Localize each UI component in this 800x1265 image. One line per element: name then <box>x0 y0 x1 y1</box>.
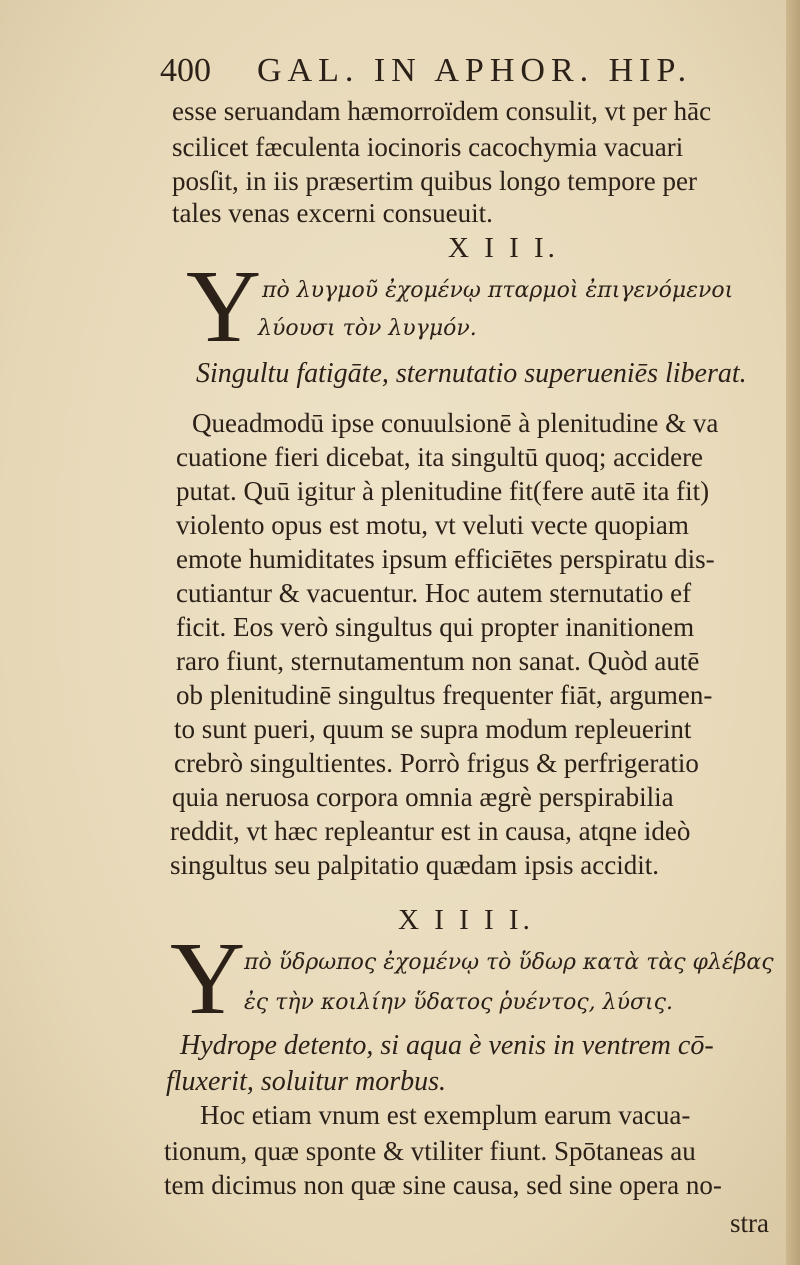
greek-aphorism-line: πὸ ὕδρωπος ἐχομένῳ τὸ ὕδωρ κατὰ τὰς φλέβας <box>244 950 774 975</box>
text-line: raro fiunt, sternutamentum non sanat. Quòd autē <box>176 646 700 676</box>
section-numeral: X I I I I. <box>398 904 534 936</box>
drop-capital: Y <box>170 921 246 1036</box>
text-line: cutiantur & vacuentur. Hoc autem sternutatio ef <box>176 578 692 608</box>
latin-aphorism-line: fluxerit, soluitur morbus. <box>166 1066 447 1097</box>
text-line: Queadmodū ipse conuulsionē à plenitudine & va <box>192 408 719 438</box>
text-line: tionum, quæ sponte & vtiliter fiunt. Spōtaneas au <box>164 1136 696 1166</box>
greek-aphorism-line: λύουσι τὸν λυγμόν. <box>258 316 477 341</box>
text-line: tem dicimus non quæ sine causa, sed sine opera no- <box>164 1170 722 1200</box>
text-line: violento opus est motu, vt veluti vecte quopiam <box>176 510 689 540</box>
latin-aphorism-line: Hydrope detento, si aqua è venis in ventrem cō- <box>180 1030 714 1061</box>
text-line: posſit, in iis præsertim quibus longo tempore per <box>172 166 697 196</box>
drop-capital: Y <box>186 249 262 364</box>
text-line: cuatione fieri dicebat, ita singultū quoq; accidere <box>176 442 704 472</box>
section-numeral: X I I I. <box>448 232 559 264</box>
text-line: esse seruandam hæmorroïdem consulit, vt per hāc <box>172 96 712 126</box>
catchword: stra <box>730 1208 769 1238</box>
text-line: ob plenitudinē singultus frequenter fiāt, argumen- <box>176 680 713 710</box>
text-line: singultus seu palpitatio quædam ipsis accidit. <box>170 850 659 880</box>
page-edge <box>786 0 800 1265</box>
text-line: crebrò singultientes. Porrò frigus & perfrigeratio <box>174 748 699 778</box>
text-line: tales venas excerni consueuit. <box>172 198 493 228</box>
text-line: to sunt pueri, quum se supra modum repleuerint <box>174 714 692 744</box>
text-line: ficit. Eos verò singultus qui propter inanitionem <box>176 612 695 642</box>
greek-aphorism-line: πὸ λυγμοῦ ἐχομένῳ πταρμοὶ ἐπιγενόμενοι <box>262 278 734 303</box>
text-line: reddit, vt hæc repleantur est in causa, atqne ideò <box>170 816 691 846</box>
text-line: putat. Quū igitur à plenitudine fit(fere autē ita fit) <box>176 476 710 506</box>
latin-aphorism-heading: Singultu fatigāte, sternutatio superueniēs liberat. <box>196 358 747 389</box>
text-line: Hoc etiam vnum est exemplum earum vacua- <box>200 1100 691 1130</box>
text-line: emote humiditates ipsum efficiētes perspiratu dis- <box>176 544 715 574</box>
running-header <box>160 52 692 90</box>
page-number: 400 <box>160 52 211 89</box>
text-line: quia neruosa corpora omnia ægrè perspirabilia <box>172 782 674 812</box>
text-line: scilicet fæculenta iocinoris cacochymia vacuari <box>172 132 684 162</box>
running-title: GAL. IN APHOR. HIP. <box>257 52 693 89</box>
greek-aphorism-line: ἐς τὴν κοιλίην ὕδατος ῥυέντος, λύσις. <box>244 990 673 1015</box>
